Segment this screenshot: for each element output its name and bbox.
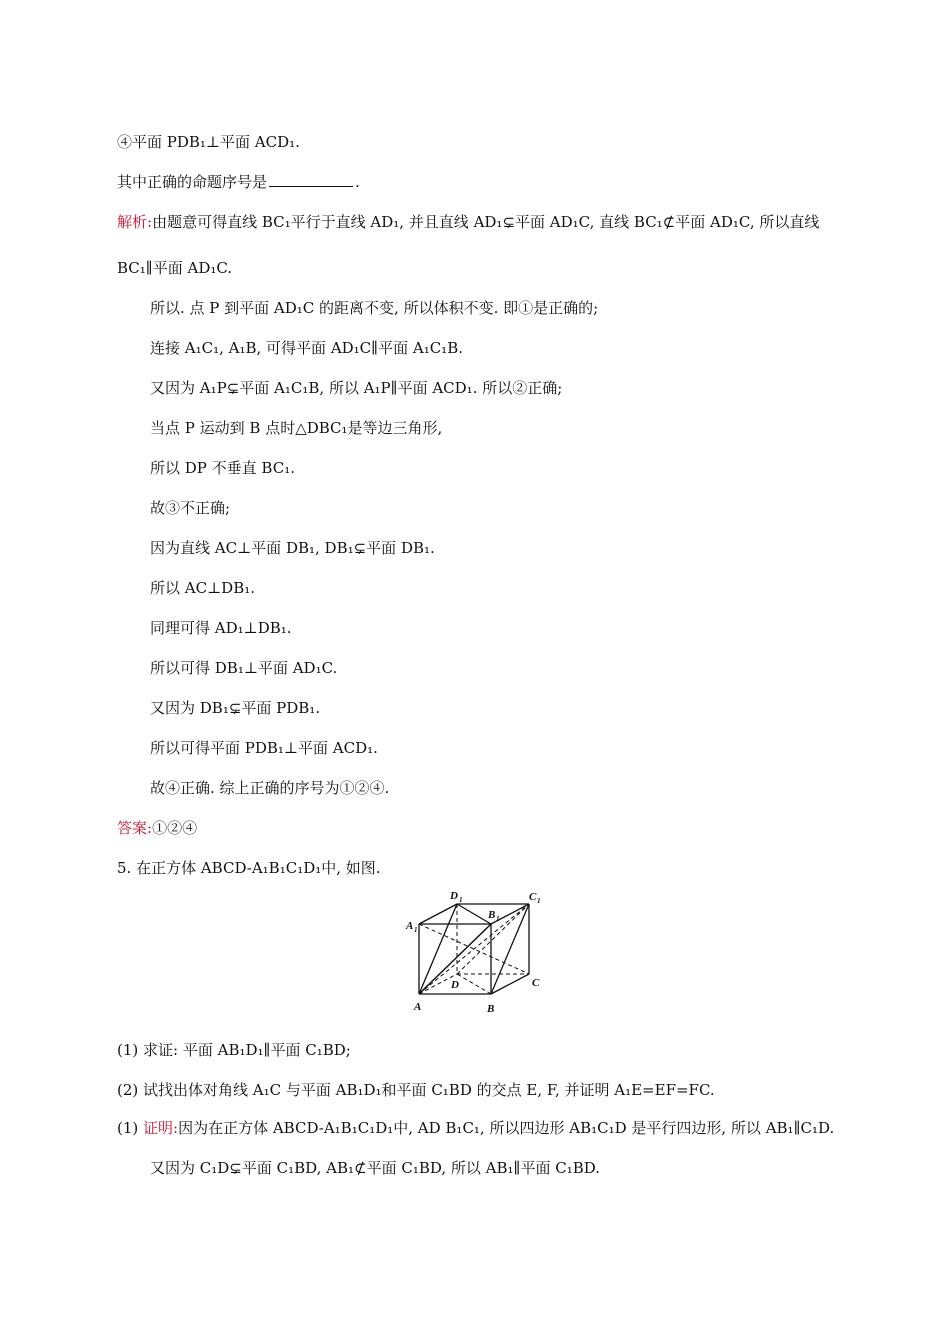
text-line	[150, 778, 389, 798]
text-line	[150, 1158, 600, 1178]
text-line	[150, 378, 562, 398]
text-line	[150, 538, 435, 558]
line-text: 所以可得平面 PDB₁⊥平面 ACD₁.	[150, 739, 378, 757]
text-line	[117, 858, 381, 878]
label-D: D	[451, 979, 459, 991]
text-line	[117, 1040, 351, 1060]
label-D1-sub: 1	[459, 896, 463, 904]
cube-figure	[405, 886, 545, 1018]
answer-blank	[269, 172, 353, 187]
text-line	[150, 498, 230, 518]
label-D1: D	[450, 890, 458, 902]
segment-B-D	[457, 974, 491, 994]
line-text: 故③不正确;	[150, 499, 231, 517]
label-B: B	[487, 1003, 495, 1015]
text-line	[150, 458, 295, 478]
line-text: ④平面 PDB₁⊥平面 ACD₁.	[117, 133, 300, 151]
line-text: ①②④	[152, 819, 198, 837]
label-B1-sub: 1	[496, 915, 500, 923]
text-line	[117, 258, 232, 278]
segment-B1-D1	[457, 904, 491, 924]
line-text: 当点 P 运动到 B 点时△DBC₁是等边三角形,	[150, 419, 443, 437]
line-label: 证明:	[143, 1119, 179, 1137]
label-B1: B	[488, 909, 496, 921]
text-line	[117, 212, 819, 232]
line-text: 所以 DP 不垂直 BC₁.	[150, 459, 295, 477]
label-A: A	[414, 1001, 422, 1013]
line-text: 又因为 C₁D⊊平面 C₁BD, AB₁⊄平面 C₁BD, 所以 AB₁∥平面 C₁BD.	[150, 1159, 601, 1177]
line-prefix: (1)	[117, 1119, 144, 1137]
edge-A1-D1	[419, 904, 457, 924]
line-text: 又因为 A₁P⊊平面 A₁C₁B, 所以 A₁P∥平面 ACD₁. 所以②正确;	[150, 379, 563, 397]
line-text: 5. 在正方体 ABCD-A₁B₁C₁D₁中, 如图.	[117, 859, 381, 877]
edge-B-C	[491, 974, 529, 994]
line-suffix: .	[355, 173, 360, 191]
label-A1-sub: 1	[414, 926, 418, 934]
text-line	[150, 618, 292, 638]
label-A1: A	[406, 920, 414, 932]
line-text: 同理可得 AD₁⊥DB₁.	[150, 619, 292, 637]
line-text: 因为直线 AC⊥平面 DB₁, DB₁⊊平面 DB₁.	[150, 539, 435, 557]
text-line	[117, 172, 360, 192]
text-line	[150, 698, 320, 718]
text-line	[150, 658, 337, 678]
line-text: 其中正确的命题序号是	[117, 173, 268, 191]
line-label: 解析:	[117, 213, 153, 231]
text-line	[150, 298, 598, 318]
text-line	[150, 338, 463, 358]
text-line	[117, 1080, 715, 1100]
text-line	[117, 1118, 834, 1138]
line-text: (2) 试找出体对角线 A₁C 与平面 AB₁D₁和平面 C₁BD 的交点 E, F, 并证明 A₁E=EF=FC.	[117, 1081, 715, 1099]
line-text: 又因为 DB₁⊊平面 PDB₁.	[150, 699, 321, 717]
line-text: 由题意可得直线 BC₁平行于直线 AD₁, 并且直线 AD₁⊊平面 AD₁C, 直线 BC₁⊄平面 AD₁C, 所以直线	[152, 213, 820, 231]
line-text: 连接 A₁C₁, A₁B, 可得平面 AD₁C∥平面 A₁C₁B.	[150, 339, 463, 357]
line-text: 故④正确. 综上正确的序号为①②④.	[150, 779, 390, 797]
line-text: 所以 AC⊥DB₁.	[150, 579, 256, 597]
label-C1-sub: 1	[537, 897, 541, 905]
line-text: 因为在正方体 ABCD-A₁B₁C₁D₁中, AD B₁C₁, 所以四边形 AB₁C₁D 是平行四边形, 所以 AB₁∥C₁D.	[178, 1119, 835, 1137]
text-line	[150, 418, 442, 438]
line-label: 答案:	[117, 819, 153, 837]
line-text: BC₁∥平面 AD₁C.	[117, 259, 233, 277]
label-C: C	[532, 977, 540, 989]
line-text: 所以可得 DB₁⊥平面 AD₁C.	[150, 659, 338, 677]
text-line	[150, 578, 255, 598]
label-C1: C	[529, 891, 537, 903]
line-text: 所以. 点 P 到平面 AD₁C 的距离不变, 所以体积不变. 即①是正确的;	[150, 299, 599, 317]
text-line	[117, 132, 300, 152]
text-line	[150, 738, 378, 758]
text-line	[117, 818, 197, 838]
diagonal-A-C1	[419, 904, 529, 994]
line-text: (1) 求证: 平面 AB₁D₁∥平面 C₁BD;	[117, 1041, 351, 1059]
